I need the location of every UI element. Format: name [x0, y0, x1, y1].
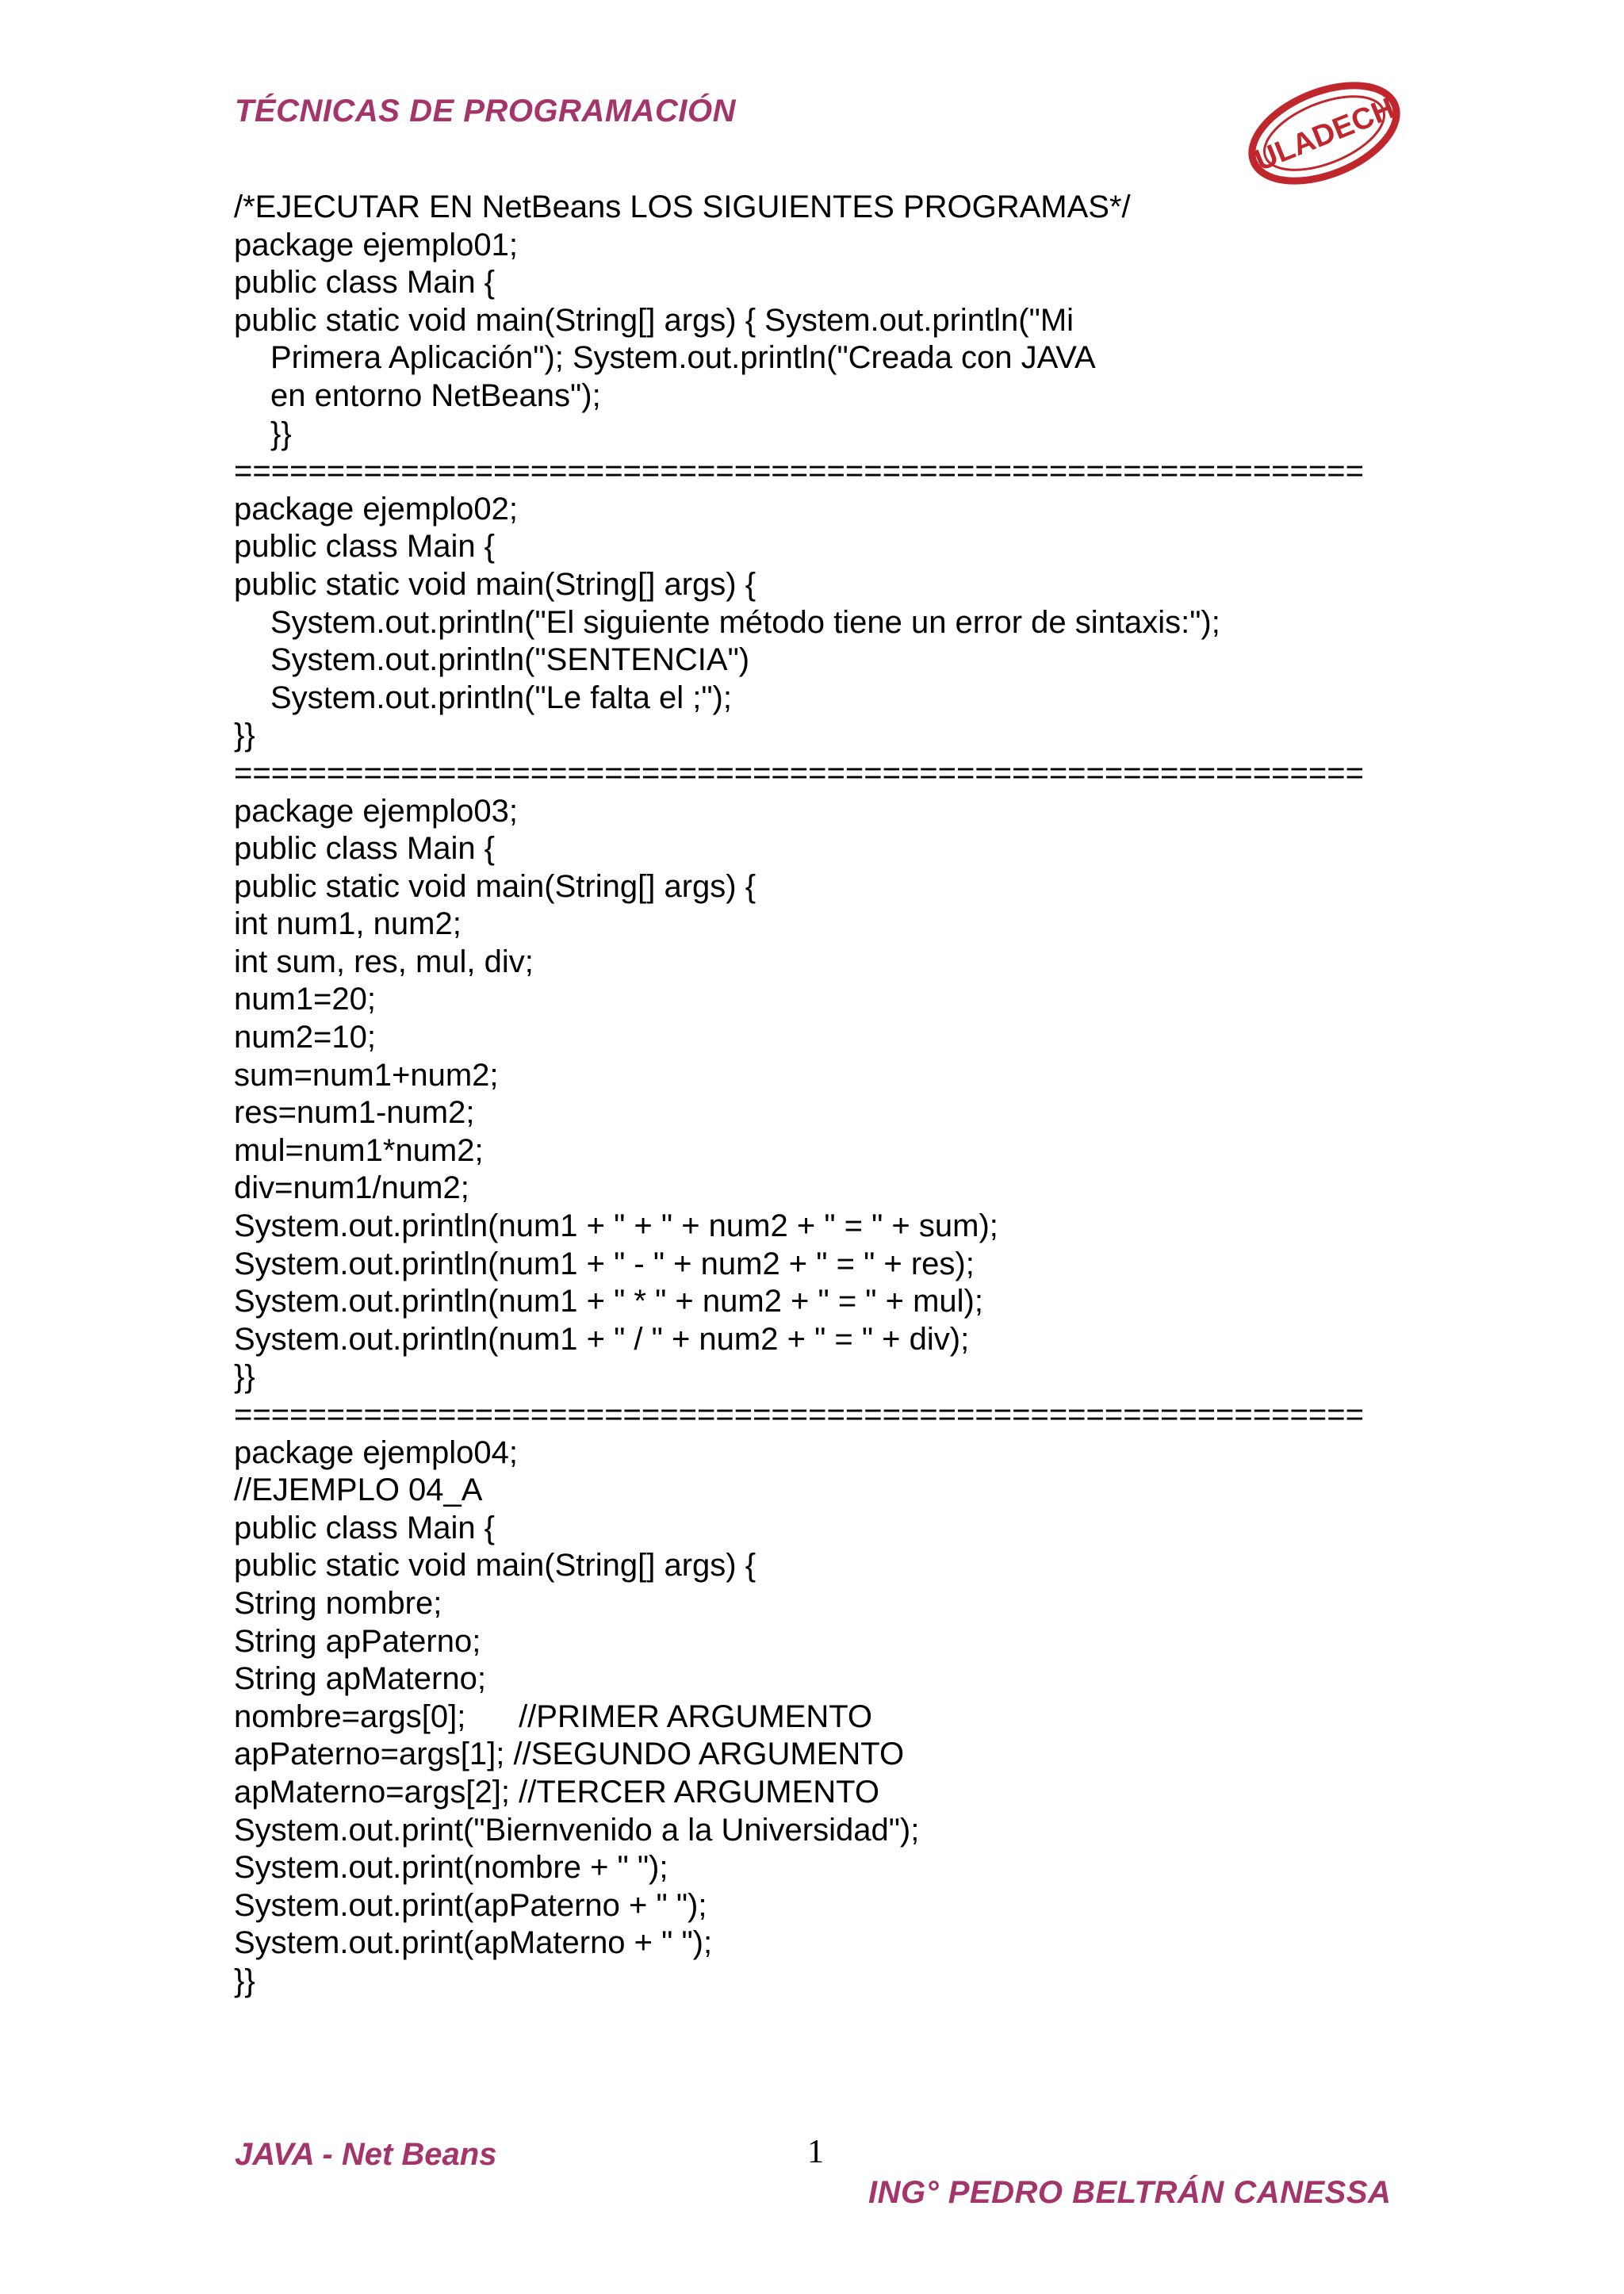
code-line: System.out.println(num1 + " * " + num2 + " = " + mul); — [234, 1284, 983, 1319]
code-line: //EJEMPLO 04_A — [234, 1473, 483, 1508]
code-line: package ejemplo04; — [234, 1434, 519, 1470]
code-line: System.out.println("Le falta el ;"); — [270, 680, 732, 715]
code-line: div=num1/num2; — [234, 1170, 469, 1206]
code-line: public class Main { — [234, 1510, 496, 1545]
code-line: String nombre; — [234, 1585, 442, 1621]
code-line: apMaterno=args[2]; //TERCER ARGUMENTO — [234, 1774, 879, 1810]
code-line: System.out.println(num1 + " + " + num2 + " = " + sum); — [234, 1208, 998, 1244]
code-line: System.out.print(nombre + " "); — [234, 1850, 668, 1886]
code-line: public static void main(String[] args) { — [234, 1548, 756, 1584]
code-line: System.out.print("Biernvenido a la Universidad"); — [234, 1812, 920, 1848]
code-line: en entorno NetBeans"); — [270, 377, 601, 413]
page-header-title: TÉCNICAS DE PROGRAMACIÓN — [235, 94, 737, 128]
code-line: System.out.println("SENTENCIA") — [270, 642, 750, 678]
page-number: 1 — [807, 2134, 824, 2170]
code-line: num2=10; — [234, 1020, 377, 1055]
uladech-logo-text: ULADECH — [1250, 91, 1400, 178]
code-line: ============================================================= — [234, 755, 1364, 791]
code-line: ============================================================= — [234, 454, 1364, 489]
code-line: package ejemplo02; — [234, 491, 519, 527]
code-line: }} — [270, 416, 292, 451]
code-line: System.out.println(num1 + " - " + num2 + " = " + res); — [234, 1246, 975, 1281]
code-line: num1=20; — [234, 982, 377, 1017]
code-line: System.out.println(num1 + " / " + num2 + " = " + div); — [234, 1321, 970, 1357]
code-line: public class Main { — [234, 529, 496, 565]
code-line: res=num1-num2; — [234, 1095, 475, 1131]
code-line: sum=num1+num2; — [234, 1057, 499, 1093]
footer-course-title: JAVA - Net Beans — [235, 2137, 497, 2172]
code-line: public class Main { — [234, 265, 496, 301]
code-line: apPaterno=args[1]; //SEGUNDO ARGUMENTO — [234, 1737, 905, 1772]
code-line: public static void main(String[] args) { System.out.println("Mi — [234, 302, 1074, 338]
code-line: Primera Aplicación"); System.out.println("Creada con JAVA — [270, 340, 1096, 376]
code-line: nombre=args[0]; //PRIMER ARGUMENTO — [234, 1698, 873, 1734]
code-line: String apMaterno; — [234, 1661, 486, 1697]
code-line: System.out.print(apMaterno + " "); — [234, 1925, 713, 1961]
code-line: /*EJECUTAR EN NetBeans LOS SIGUIENTES PROGRAMAS*/ — [234, 190, 1131, 224]
code-line: ============================================================= — [234, 1397, 1364, 1432]
code-line: }} — [234, 1963, 255, 1998]
footer-author: ING° PEDRO BELTRÁN CANESSA — [868, 2175, 1392, 2210]
code-line: }} — [234, 1359, 255, 1395]
code-line: package ejemplo01; — [234, 227, 519, 262]
code-line: String apPaterno; — [234, 1623, 481, 1659]
code-line: System.out.println("El siguiente método tiene un error de sintaxis:"); — [270, 604, 1220, 640]
code-line: public class Main { — [234, 831, 496, 867]
uladech-logo — [1241, 70, 1408, 197]
code-line: System.out.print(apPaterno + " "); — [234, 1887, 707, 1923]
code-line: package ejemplo03; — [234, 793, 519, 829]
code-line: }} — [234, 718, 255, 753]
code-listing — [234, 189, 1423, 2001]
code-line: int num1, num2; — [234, 906, 462, 942]
code-line: public static void main(String[] args) { — [234, 868, 756, 904]
code-line: public static void main(String[] args) { — [234, 566, 756, 602]
code-line: mul=num1*num2; — [234, 1132, 484, 1168]
code-line: int sum, res, mul, div; — [234, 944, 534, 979]
